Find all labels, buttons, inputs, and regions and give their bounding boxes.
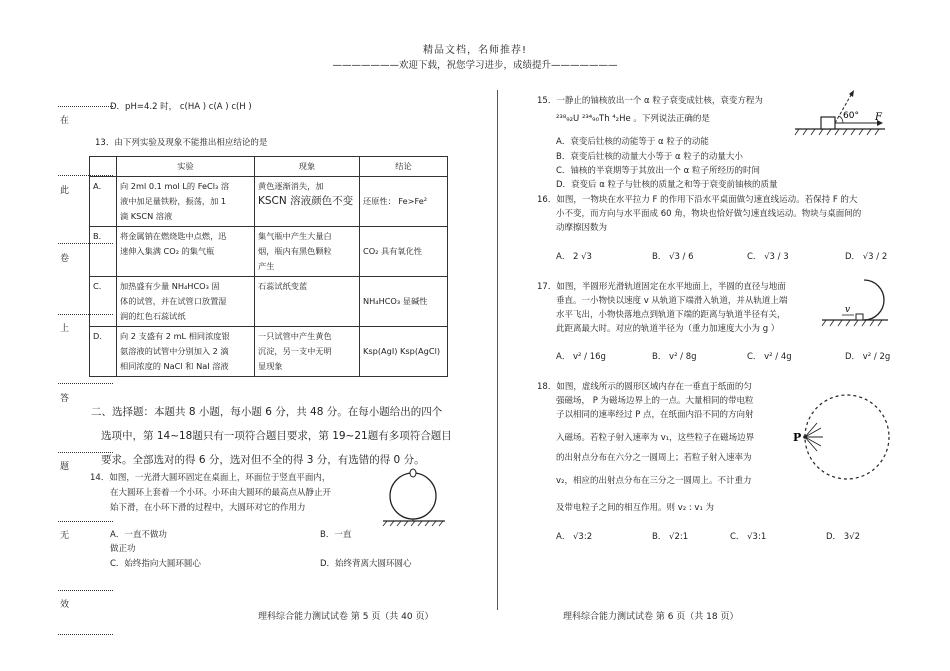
margin-dash [58, 383, 113, 384]
document-header-subtitle: ———————欢迎下载，祝您学习进步，成绩提升——————— [332, 60, 618, 71]
exp-line: 的 FeCl₃ 溶 [186, 181, 230, 191]
margin-dash [58, 106, 113, 107]
table-header-phenomenon: 现象 [255, 157, 360, 177]
table-header-blank [90, 157, 117, 177]
phe-line: 集气瓶中产生大量白 [258, 231, 332, 241]
q13-stem: 13．由下列实验及现象不能推出相应结论的是 [95, 138, 268, 148]
q16-stem-3: 动摩擦因数为 [556, 223, 608, 233]
exp-line: 速伸入集满 CO₂ 的集气瓶 [120, 246, 215, 256]
exp-line: 滴 KSCN 溶液 [120, 211, 173, 221]
row-label: A． [90, 177, 117, 227]
q16-option-c: C． √3 / 3 [747, 252, 789, 262]
exp-line: 向 2ml 0.1 mol L [120, 181, 187, 191]
q14-stem-1: 14．如图，一光滑大圆环固定在桌面上，环面位于竖直平面内， [90, 473, 331, 483]
exp-line: 加热盛有少量 NH₄HCO₃ 固 [120, 281, 220, 291]
margin-word: 题 [60, 462, 70, 472]
q16-option-b: B． √3 / 6 [652, 252, 694, 262]
row-conclusion: Ksp(AgI) Ksp(AgCl) [360, 327, 448, 377]
margin-word: 上 [60, 324, 70, 334]
q14-stem-3: 始下滑，在小环下滑的过程中，大圆环对它的作用力 [110, 503, 306, 513]
table-row [90, 327, 448, 377]
phe-line: 烟，瓶内有黑色颗粒 [258, 246, 332, 256]
force-label: F [875, 112, 882, 123]
margin-word: 在 [60, 116, 70, 126]
q14-ring-figure [375, 468, 455, 530]
q14-option-a: A．一直不做功 [110, 530, 167, 540]
exp-line: 液中加足量铁粉，振荡，加 1 [120, 196, 227, 206]
q16-option-d: D． √3 / 2 [845, 252, 888, 262]
table-row [90, 277, 448, 327]
margin-word: 效 [60, 600, 70, 610]
section2-instructions-1: 二、选择题：本题共 8 小题，每小题 6 分，共 48 分。在每小题给出的四个 [91, 406, 443, 418]
point-p-label: P [793, 431, 802, 444]
phe-line: 沉淀，另一支中无明 [258, 346, 332, 356]
row-phenomenon [255, 327, 360, 377]
q18-option-c: C． √3:1 [730, 532, 767, 542]
left-page-footer: 理科综合能力测试试卷 第 5 页（共 40 页） [258, 612, 434, 622]
q15-option-c: C．铀核的半衰期等于其放出一个 α 粒子所经历的时间 [556, 166, 760, 176]
section2-instructions-3: 要求。全部选对的得 6 分，选对但不全的得 3 分，有选错的得 0 分。 [101, 454, 425, 466]
row-phenomenon [255, 227, 360, 277]
exp-line: 将金属钠在燃烧匙中点燃，迅 [120, 231, 227, 241]
exp-line: 体的试管，并在试管口放置湿 [120, 296, 227, 306]
angle-label: 60° [843, 111, 859, 121]
row-phenomenon [255, 177, 360, 227]
q18-stem-3: 子以相同的速率经过 P 点，在纸面内沿不同的方向射 [556, 410, 754, 420]
q18-option-d: D． 3√2 [826, 532, 860, 542]
row-experiment [117, 177, 255, 227]
q17-option-d: D． v² / 2g [845, 352, 891, 362]
phe-line: KSCN 溶液颜色不变 [258, 195, 354, 207]
row-label: B． [90, 227, 117, 277]
table-row [90, 177, 448, 227]
q18-stem-5: 的出射点分布在六分之一圆周上；若粒子射入速率为 [556, 453, 752, 463]
table-row [90, 227, 448, 277]
q14-option-c: C．始终指向大圆环圆心 [110, 559, 201, 569]
section2-instructions-2: 选项中，第 14~18题只有一项符合题目要求，第 19~21题有多项符合题目 [101, 430, 452, 442]
phe-line: 一只试管中产生黄色 [258, 331, 332, 341]
q16-option-a: A． 2 √3 [556, 252, 592, 262]
margin-dash [58, 634, 113, 635]
margin-dash [58, 590, 113, 591]
q14-option-a-cont: 做正功 [110, 544, 136, 554]
q18-option-a: A． √3:2 [556, 532, 593, 542]
row-experiment [117, 327, 255, 377]
phe-line: 显现象 [258, 361, 283, 371]
q15-option-b: B．衰变后钍核的动量大小等于 α 粒子的动量大小 [556, 152, 743, 162]
row-conclusion: CO₂ 具有氧化性 [360, 227, 448, 277]
q17-stem-4: 此距离最大时。对应的轨道半径为（重力加速度大小为 g ） [556, 324, 780, 334]
row-label: C． [90, 277, 117, 327]
q18-stem-1: 18．如图，虚线所示的圆形区域内存在一垂直于纸面的匀 [537, 382, 752, 392]
margin-word: 无 [60, 531, 70, 541]
q17-option-a: A． v² / 16g [556, 352, 606, 362]
q15-option-d: D．衰变后 α 粒子与钍核的质量之和等于衰变前铀核的质量 [556, 180, 778, 190]
document-header-title: 精品文档，名师推荐! [422, 45, 527, 56]
q16-block-figure [793, 88, 891, 140]
q14-option-b: B．一直 [320, 530, 352, 540]
row-phenomenon: 石蕊试纸变蓝 [255, 277, 360, 327]
row-conclusion: 还原性： Fe>Fe² [360, 177, 448, 227]
row-experiment [117, 227, 255, 277]
q18-stem-2: 强磁场， P 为磁场边界上的一点。大量相同的带电粒 [556, 396, 754, 406]
q18-stem-6: v₂，相应的出射点分布在三分之一圆周上。不计重力 [556, 476, 752, 486]
q16-stem-2: 小不变，而方向与水平面成 60 角，物块也恰好做匀速直线运动。物块与桌面间的 [556, 209, 862, 219]
q16-stem-1: 16．如图，一物块在水平拉力 F 的作用下沿水平桌面做匀速直线运动。若保持 F 的大 [537, 195, 858, 205]
exp-line: 氨溶液的试管中分别加入 2 滴 [120, 346, 229, 356]
q15-stem: 15．一静止的铀核放出一个 α 粒子衰变成钍核，衰变方程为 [537, 96, 763, 106]
q14-option-d: D．始终背离大圆环圆心 [320, 559, 412, 569]
row-experiment [117, 277, 255, 327]
q17-option-c: C． v² / 4g [747, 352, 792, 362]
q15-option-a: A．衰变后钍核的动能等于 α 粒子的动能 [556, 137, 709, 147]
q12-option-d [110, 100, 252, 112]
table-header-experiment: 实验 [117, 157, 255, 177]
velocity-label: v [845, 305, 851, 315]
q18-stem-4: 入磁场。若粒子射入速率为 v₁，这些粒子在磁场边界 [556, 433, 755, 443]
table-header-row [90, 157, 448, 177]
q17-stem-1: 17．如图，半圆形光滑轨道固定在水平地面上，半圆的直径与地面 [537, 282, 786, 292]
row-label: D． [90, 327, 117, 377]
margin-word: 卷 [60, 254, 70, 264]
experiment-table [89, 156, 448, 377]
q14-stem-2: 在大圆环上套着一个小环。小环由大圆环的最高点从静止开 [110, 488, 332, 498]
margin-word: 此 [60, 186, 70, 196]
exp-line: 向 2 支盛有 2 mL 相同浓度银 [120, 331, 230, 341]
q12-option-d-text: D．pH=4.2 时， c(HA ) c(A ) c(H ) [110, 102, 252, 112]
q17-option-b: B． v² / 8g [652, 352, 697, 362]
exp-line: 相同浓度的 NaCl 和 NaI 溶液 [120, 361, 229, 371]
exp-line: 润的红色石蕊试纸 [120, 311, 186, 321]
margin-dash [58, 521, 113, 522]
phe-line: 产生 [258, 261, 275, 271]
q18-stem-7: 及带电粒子之间的相互作用。则 v₂ : v₁ 为 [556, 503, 715, 513]
right-page-footer: 理科综合能力测试试卷 第 6 页（共 18 页） [563, 612, 739, 622]
q17-stem-3: 水平飞出，小物快落地点到轨道下端的距离与轨道半径有关， [556, 310, 786, 320]
q17-stem-2: 垂直。一小物快以速度 v 从轨道下端滑入轨道，并从轨道上端 [556, 296, 788, 306]
column-divider [497, 90, 498, 610]
q18-option-b: B． √2:1 [652, 532, 689, 542]
q15-equation: ²³⁸₉₂U ²³⁴₉₀Th ⁴₂He 。下列说法正确的是 [556, 114, 710, 124]
q17-semicircle-figure [820, 272, 892, 330]
phe-line: 黄色逐渐消失，加 [258, 181, 324, 191]
margin-word: 答 [60, 394, 70, 404]
row-conclusion: NH₄HCO₃ 显碱性 [360, 277, 448, 327]
table-header-conclusion: 结论 [360, 157, 448, 177]
q18-magnetic-field-figure [790, 385, 895, 495]
